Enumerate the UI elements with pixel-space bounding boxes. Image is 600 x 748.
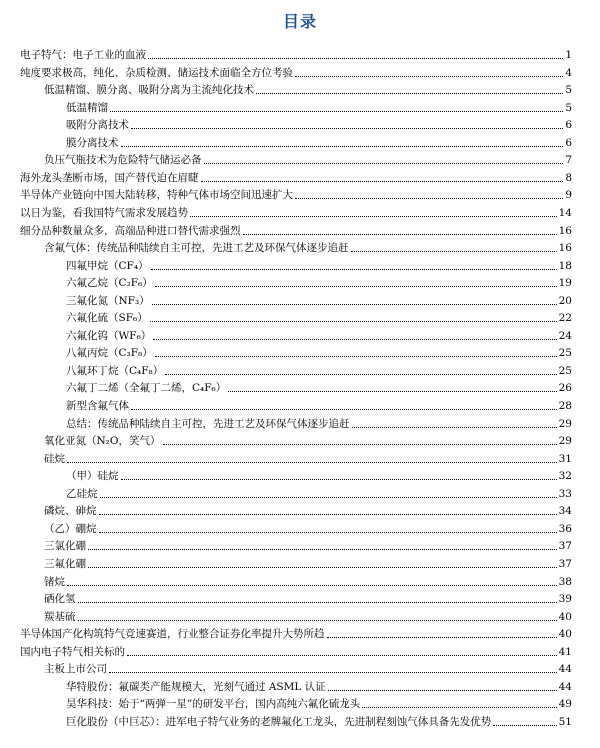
- toc-entry-title: 国内电子特气相关标的: [20, 645, 125, 658]
- dot-leader: [351, 250, 557, 252]
- toc-entry-title: 三氟化氮（NF₃）: [66, 294, 150, 307]
- toc-entry-page: 39: [558, 593, 572, 606]
- toc-entry-title: 主板上市公司: [44, 663, 107, 676]
- toc-entry-title: 低温精馏: [66, 101, 108, 114]
- toc-entry-title: 磷烷、砷烷: [44, 505, 97, 518]
- toc-entry[interactable]: [66, 114, 572, 132]
- toc-entry[interactable]: [66, 395, 572, 413]
- toc-entry[interactable]: [20, 641, 572, 659]
- toc-entry-page: 26: [558, 382, 572, 395]
- dot-leader: [67, 584, 557, 586]
- toc-entry-page: 37: [558, 557, 572, 570]
- toc-entry[interactable]: [66, 342, 572, 360]
- toc-entry-page: 36: [558, 522, 572, 535]
- dot-leader: [150, 320, 557, 322]
- toc-entry-page: 40: [558, 628, 572, 641]
- toc-entry-title: 新型含氟气体: [66, 400, 129, 412]
- toc-entry-title: 乙硅烷: [66, 487, 98, 500]
- toc-entry-title: 华特股份：氟碳类产能规模大，光刻气通过 ASML 认证: [66, 680, 326, 693]
- toc-entry-title: （甲）硅烷: [66, 470, 119, 483]
- toc-entry[interactable]: [66, 325, 572, 343]
- toc-entry-title: 电子特气：电子工业的血液: [20, 49, 146, 61]
- dot-leader: [109, 671, 557, 673]
- toc-entry-title: 细分品种数量众多，高端品种进口替代需求强烈: [20, 224, 241, 237]
- toc-entry[interactable]: [66, 465, 572, 483]
- dot-leader: [163, 443, 557, 445]
- toc-entry-page: 44: [558, 663, 572, 676]
- dot-leader: [362, 706, 556, 708]
- toc-entry[interactable]: [66, 483, 572, 501]
- toc-entry[interactable]: [20, 623, 572, 641]
- toc-entry-title: 低温精馏、膜分离、吸附分离为主流纯化技术: [44, 84, 254, 97]
- toc-entry-page: 33: [558, 487, 572, 500]
- toc-entry[interactable]: [44, 430, 572, 448]
- toc-entry[interactable]: [66, 255, 572, 273]
- dot-leader: [78, 601, 557, 603]
- toc-entry-title: 六氟丁二烯（全氟丁二烯，C₄F₆）: [66, 382, 227, 395]
- dot-leader: [110, 110, 563, 112]
- dot-leader: [328, 689, 557, 691]
- toc-entry[interactable]: [20, 220, 572, 238]
- toc-entry[interactable]: [44, 237, 572, 255]
- toc-entry-title: 六氟乙烷（C₂F₆）: [66, 277, 153, 290]
- dot-leader: [165, 373, 556, 375]
- dot-leader: [256, 92, 563, 94]
- toc-entry[interactable]: [44, 535, 572, 553]
- dot-leader: [67, 461, 557, 463]
- toc-entry-title: 六氟化钨（WF₆）: [66, 329, 152, 342]
- dot-leader: [99, 513, 557, 515]
- toc-entry[interactable]: [66, 413, 572, 431]
- toc-entry-page: 51: [558, 715, 572, 728]
- toc-entry-page: 6: [565, 119, 572, 132]
- toc-entry-page: 34: [558, 505, 572, 518]
- dot-leader: [352, 426, 557, 428]
- toc-entry-title: 负压气瓶技术为危险特气储运必备: [44, 154, 202, 167]
- toc-entry-title: 总结：传统品种陆续自主可控，先进工艺及环保气体逐步追赶: [66, 417, 350, 430]
- toc-entry-page: 24: [558, 329, 572, 342]
- dot-leader: [190, 215, 557, 217]
- toc-entry[interactable]: [44, 553, 572, 571]
- toc-entry-title: 四氟甲烷（CF₄）: [66, 259, 149, 272]
- dot-leader: [121, 145, 564, 147]
- dot-leader: [493, 724, 556, 726]
- toc-entry-title: （乙）硼烷: [44, 522, 97, 535]
- toc-entry[interactable]: [66, 676, 572, 694]
- toc-entry-title: 纯度要求极高，纯化、杂质检测、储运技术面临全方位考验: [20, 66, 293, 79]
- dot-leader: [131, 127, 563, 129]
- toc-entry-page: 8: [565, 171, 572, 184]
- toc-entry[interactable]: [44, 658, 572, 676]
- toc-entry-title: 吸附分离技术: [66, 119, 129, 132]
- dot-leader: [201, 180, 564, 182]
- toc-entry-title: 半导体产业链向中国大陆转移，特种气体市场空间迅速扩大: [20, 189, 293, 202]
- toc-entry[interactable]: [20, 62, 572, 80]
- toc-entry-title: 巨化股份（中巨芯）：进军电子特气业务的老牌氟化工龙头，先进制程刻蚀气体具备先发优势: [66, 715, 492, 728]
- toc-entry-title: 膜分离技术: [66, 136, 119, 149]
- toc-entry-title: 六氟化硫（SF₆）: [66, 312, 148, 325]
- toc-entry[interactable]: [44, 500, 572, 518]
- dot-leader: [88, 566, 557, 568]
- toc-entry[interactable]: [20, 184, 572, 202]
- dot-leader: [295, 197, 563, 199]
- toc-entry[interactable]: [44, 588, 572, 606]
- dot-leader: [204, 162, 564, 164]
- toc-entry-page: 28: [558, 400, 572, 412]
- toc-entry[interactable]: [66, 711, 572, 729]
- dot-leader: [121, 478, 557, 480]
- toc-entry-page: 9: [565, 189, 572, 202]
- toc-entry-title: 羰基硫: [44, 610, 76, 623]
- toc-entry-page: 5: [565, 84, 572, 97]
- dot-leader: [88, 548, 557, 550]
- dot-leader: [243, 233, 557, 235]
- dot-leader: [151, 268, 557, 270]
- toc-entry-page: 29: [558, 417, 572, 430]
- dot-leader: [228, 390, 556, 392]
- toc-entry-page: 19: [558, 277, 572, 290]
- toc-entry-page: 25: [558, 347, 572, 360]
- toc-entry[interactable]: [20, 44, 572, 62]
- toc-entry-title: 三氯化硼: [44, 540, 86, 553]
- toc-entry[interactable]: [66, 272, 572, 290]
- toc-entry-page: 20: [558, 294, 572, 307]
- dot-leader: [148, 57, 563, 59]
- dot-leader: [155, 285, 557, 287]
- toc-entry-page: 29: [558, 435, 572, 448]
- toc-entry-page: 38: [558, 575, 572, 588]
- toc-entry-page: 16: [558, 242, 572, 255]
- dot-leader: [327, 636, 557, 638]
- toc-entry-title: 三氟化硼: [44, 557, 86, 570]
- toc-entry[interactable]: [66, 132, 572, 150]
- toc-entry[interactable]: [44, 149, 572, 167]
- toc-entry[interactable]: [20, 167, 572, 185]
- toc-entry-page: 49: [558, 698, 572, 711]
- toc-entry-page: 16: [558, 224, 572, 237]
- toc-entry-page: 14: [558, 206, 572, 219]
- dot-leader: [295, 75, 563, 77]
- toc-entry-title: 昊华科技：始于“两弹一星”的研发平台，国内高纯六氟化硫龙头: [66, 698, 361, 711]
- toc-entry[interactable]: [44, 606, 572, 624]
- toc-entry-page: 44: [558, 680, 572, 693]
- dot-leader: [152, 303, 557, 305]
- toc-entry[interactable]: [66, 377, 572, 395]
- toc-entry-title: 海外龙头垄断市场，国产替代迫在眉睫: [20, 171, 199, 184]
- toc-entry-title: 硒化氢: [44, 593, 76, 606]
- toc-entry[interactable]: [44, 79, 572, 97]
- toc-entry-page: 7: [565, 154, 572, 167]
- toc-entry[interactable]: [44, 518, 572, 536]
- toc-entry[interactable]: [66, 360, 572, 378]
- toc-entry-page: 5: [565, 101, 572, 114]
- dot-leader: [131, 408, 557, 410]
- toc-entry[interactable]: [66, 307, 572, 325]
- dot-leader: [99, 531, 557, 533]
- toc-entry[interactable]: [66, 693, 572, 711]
- toc-entry-page: 37: [558, 540, 572, 553]
- toc-entry-title: 含氟气体：传统品种陆续自主可控，先进工艺及环保气体逐步追赶: [44, 242, 349, 255]
- page-title: 目录: [282, 12, 317, 31]
- toc-entry[interactable]: [66, 97, 572, 115]
- toc-entry-page: 32: [558, 470, 572, 483]
- toc-entry-page: 1: [565, 49, 572, 61]
- toc-entry-title: 半导体国产化构筑特气竞速赛道，行业整合证券化率提升大势所趋: [20, 628, 325, 641]
- toc-entry-title: 锗烷: [44, 575, 65, 588]
- toc-entry-title: 八氟丙烷（C₃F₈）: [66, 347, 153, 360]
- toc-entry-page: 25: [558, 364, 572, 377]
- dot-leader: [127, 654, 557, 656]
- toc-entry-title: 硅烷: [44, 452, 65, 465]
- dot-leader: [153, 338, 556, 340]
- toc-entry-page: 41: [558, 645, 572, 658]
- toc-entry-page: 22: [558, 312, 572, 325]
- toc-entry[interactable]: [44, 571, 572, 589]
- toc-entry-page: 6: [565, 136, 572, 149]
- toc-entry-page: 31: [558, 452, 572, 465]
- dot-leader: [78, 619, 557, 621]
- toc-entry[interactable]: [20, 202, 572, 220]
- toc-entry[interactable]: [44, 448, 572, 466]
- toc-entry-title: 八氟环丁烷（C₄F₈）: [66, 364, 164, 377]
- dot-leader: [155, 355, 557, 357]
- toc-entry-title: 以日为鉴，看我国特气需求发展趋势: [20, 206, 188, 219]
- dot-leader: [100, 496, 557, 498]
- toc-entry-page: 18: [558, 259, 572, 272]
- toc-entry-page: 40: [558, 610, 572, 623]
- toc-entry-title: 氧化亚氮（N₂O，笑气）: [44, 435, 161, 448]
- toc-entry[interactable]: [66, 290, 572, 308]
- toc-entry-page: 4: [565, 66, 572, 79]
